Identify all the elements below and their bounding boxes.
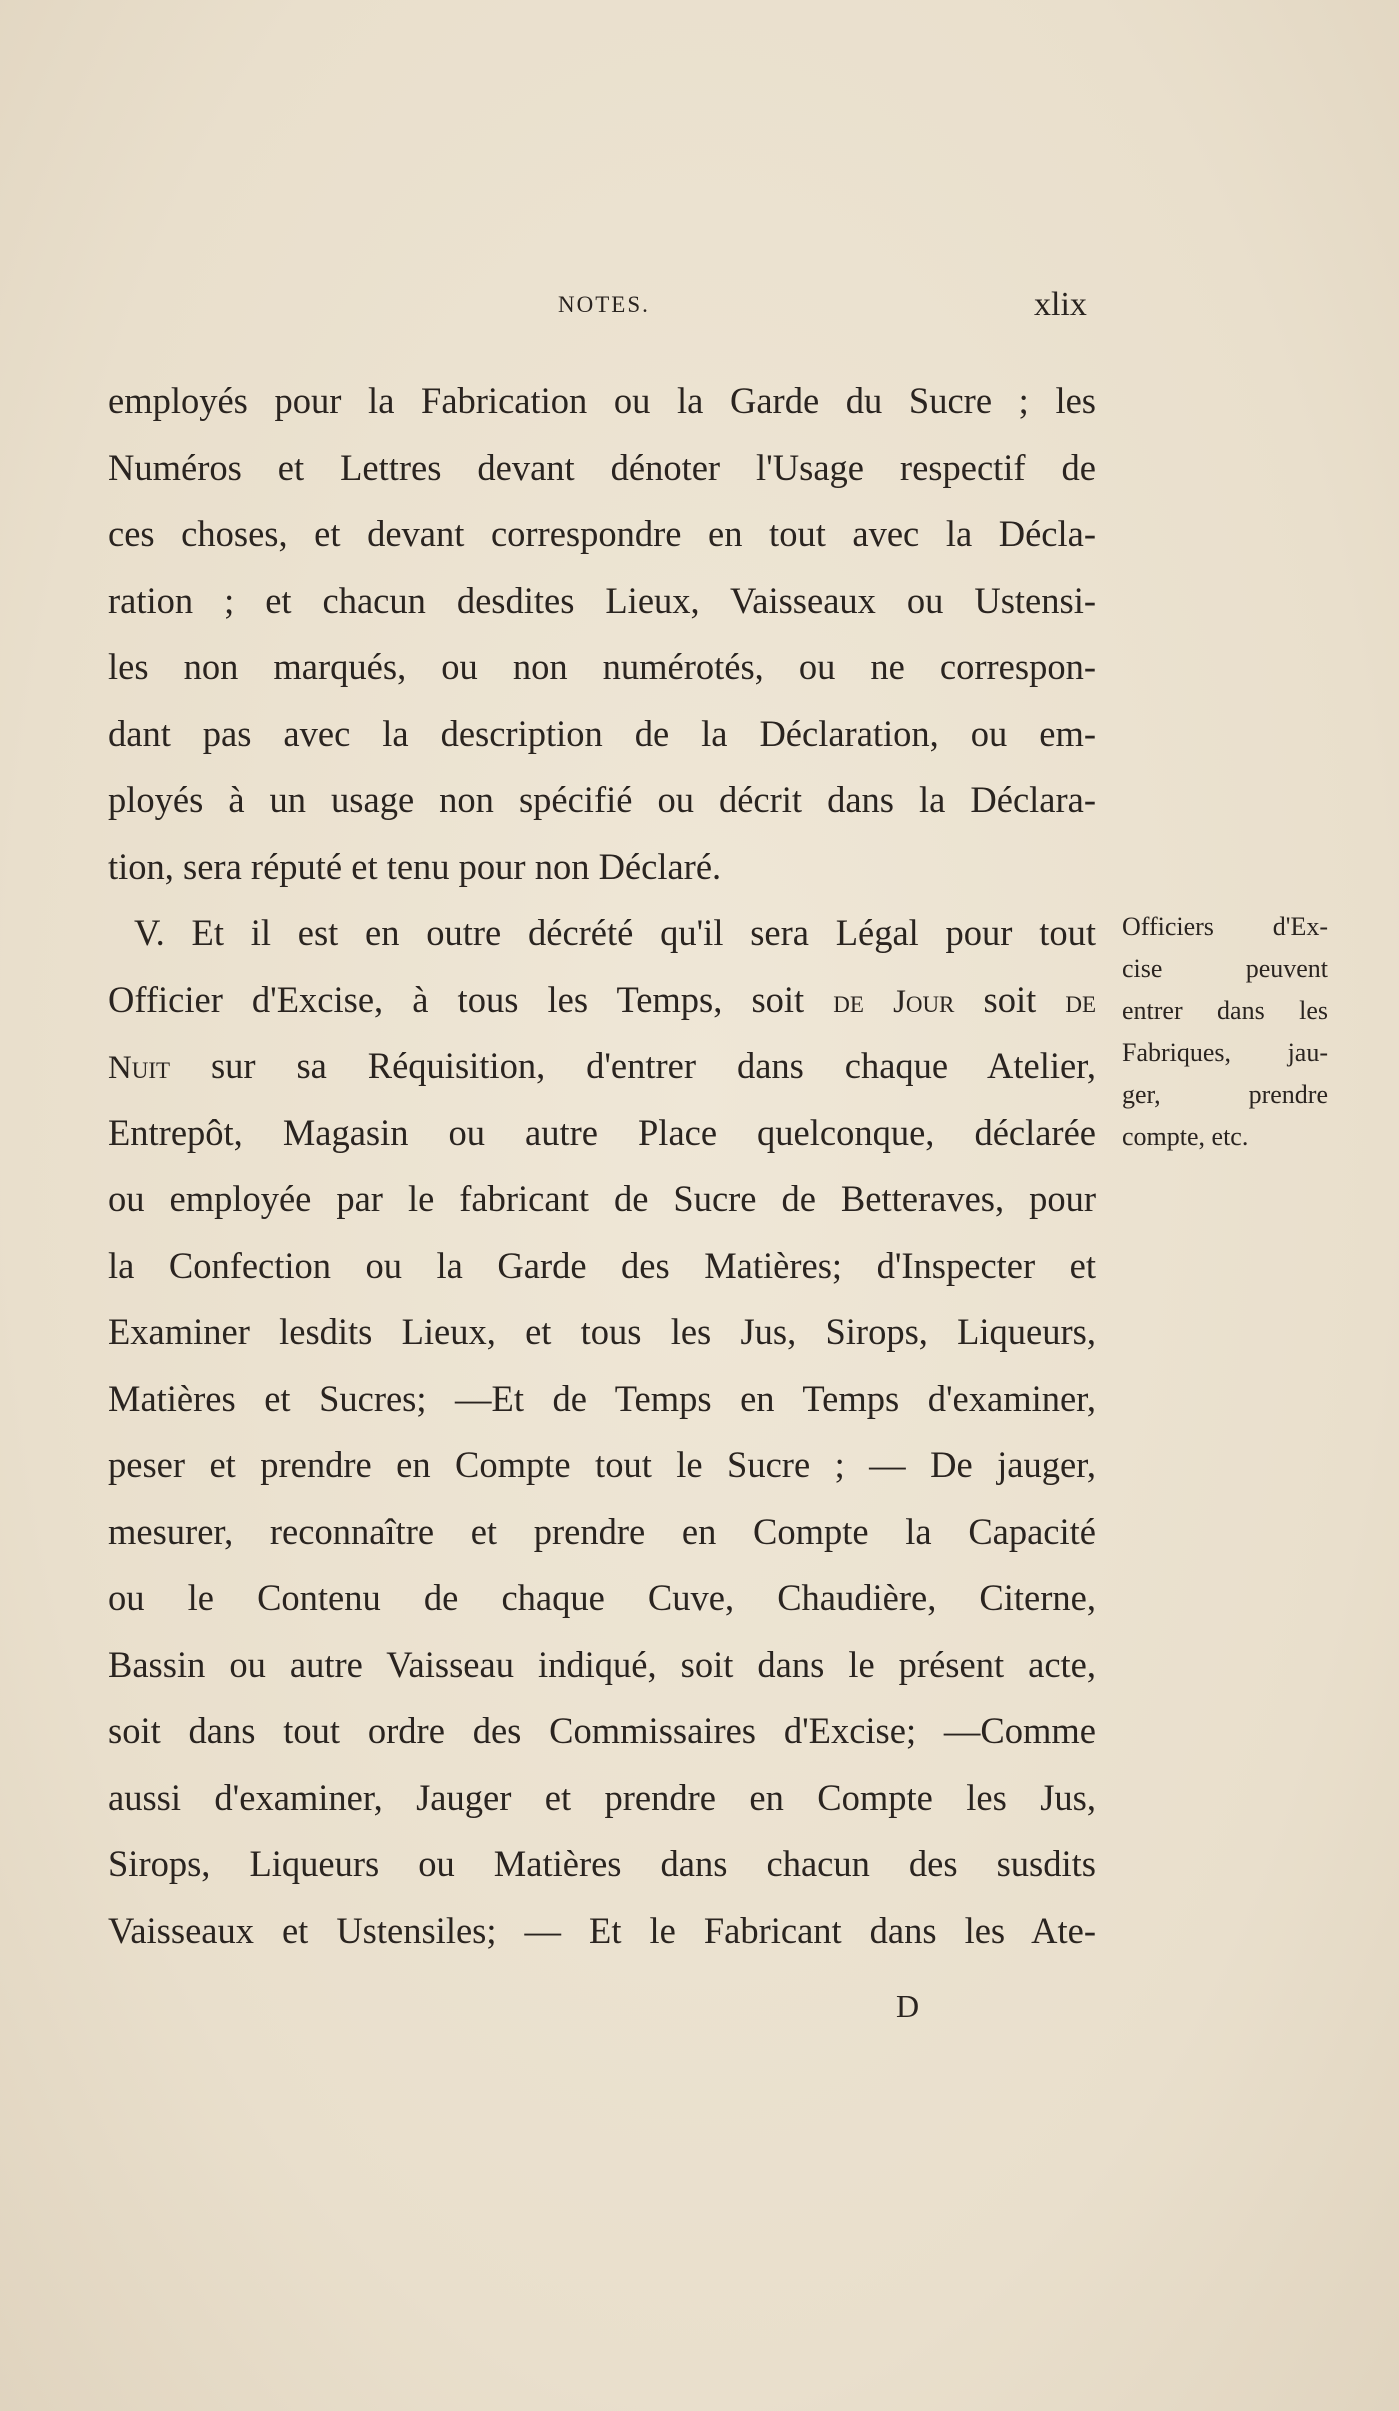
margin-note-line: entrer dans les — [1122, 996, 1328, 1025]
text-line: les non marqués, ou non numérotés, ou ne correspon- — [108, 646, 1096, 687]
text-line: Numéros et Lettres devant dénoter l'Usage respectif de — [108, 446, 1096, 488]
text-line: la Confection ou la Garde des Matières; d'Inspecter et — [108, 1244, 1096, 1286]
section-line-day — [108, 967, 1096, 1034]
running-head: NOTES. — [558, 292, 650, 317]
text-line: Vaisseaux et Ustensiles; — Et le Fabricant dans les Ate- — [108, 1909, 1096, 1951]
text-line: employés pour la Fabrication ou la Garde du Sucre ; les — [108, 380, 1096, 421]
text-line: soit dans tout ordre des Commissaires d'Excise; —Comme — [108, 1710, 1096, 1751]
text-line: Bassin ou autre Vaisseau indiqué, soit dans le présent acte, — [108, 1643, 1096, 1685]
text-line: Sirops, Liqueurs ou Matières dans chacun des susdits — [108, 1843, 1096, 1884]
small-caps-word: Nuit — [108, 1050, 171, 1086]
small-caps-word: de — [1065, 983, 1097, 1020]
text-line: dant pas avec la description de la Déclaration, ou em- — [108, 712, 1096, 754]
text-run: soit — [983, 978, 1037, 1020]
margin-note-line: cise peuvent — [1122, 954, 1328, 983]
text-run: Officier d'Excise, à tous les Temps, soit — [108, 978, 805, 1020]
section-line-night — [108, 1033, 1096, 1100]
text-line: ou le Contenu de chaque Cuve, Chaudière, Citerne, — [108, 1577, 1096, 1618]
page-number: xlix — [1034, 286, 1087, 323]
small-caps-word: de — [833, 983, 864, 1020]
margin-note-line: Fabriques, jau- — [1122, 1038, 1328, 1067]
text-line: ou employée par le fabricant de Sucre de Betteraves, pour — [108, 1178, 1096, 1219]
text-line: tion, sera réputé et tenu pour non Déclaré. — [108, 845, 722, 887]
small-caps-word: Jour — [893, 983, 955, 1020]
text-line: Entrepôt, Magasin ou autre Place quelconque, déclarée — [108, 1111, 1096, 1153]
margin-note-line: Officiers d'Ex- — [1122, 912, 1328, 941]
text-line: ration ; et chacun desdites Lieux, Vaisseaux ou Ustensi- — [108, 579, 1096, 621]
margin-note-line: compte, etc. — [1122, 1122, 1249, 1151]
text-run: sur sa Réquisition, d'entrer dans chaque Atelier, — [210, 1045, 1096, 1086]
signature-mark: D — [896, 1988, 920, 2024]
text-line: aussi d'examiner, Jauger et prendre en Compte les Jus, — [108, 1776, 1096, 1818]
text-line: Examiner lesdits Lieux, et tous les Jus, Sirops, Liqueurs, — [108, 1311, 1096, 1352]
text-line: ployés à un usage non spécifié ou décrit dans la Déclara- — [108, 779, 1096, 820]
margin-note — [1122, 906, 1328, 1158]
margin-note-line: ger, prendre — [1122, 1080, 1328, 1109]
body-text — [108, 368, 1096, 1964]
text-line: peser et prendre en Compte tout le Sucre ; — De jauger, — [108, 1444, 1096, 1485]
section-v-line: V. Et il est en outre décrété qu'il sera Légal pour tout — [134, 912, 1096, 953]
text-line: ces choses, et devant correspondre en tout avec la Décla- — [108, 513, 1096, 554]
text-line: Matières et Sucres; —Et de Temps en Temps d'examiner, — [108, 1377, 1096, 1419]
text-line: mesurer, reconnaître et prendre en Compte la Capacité — [108, 1510, 1096, 1552]
